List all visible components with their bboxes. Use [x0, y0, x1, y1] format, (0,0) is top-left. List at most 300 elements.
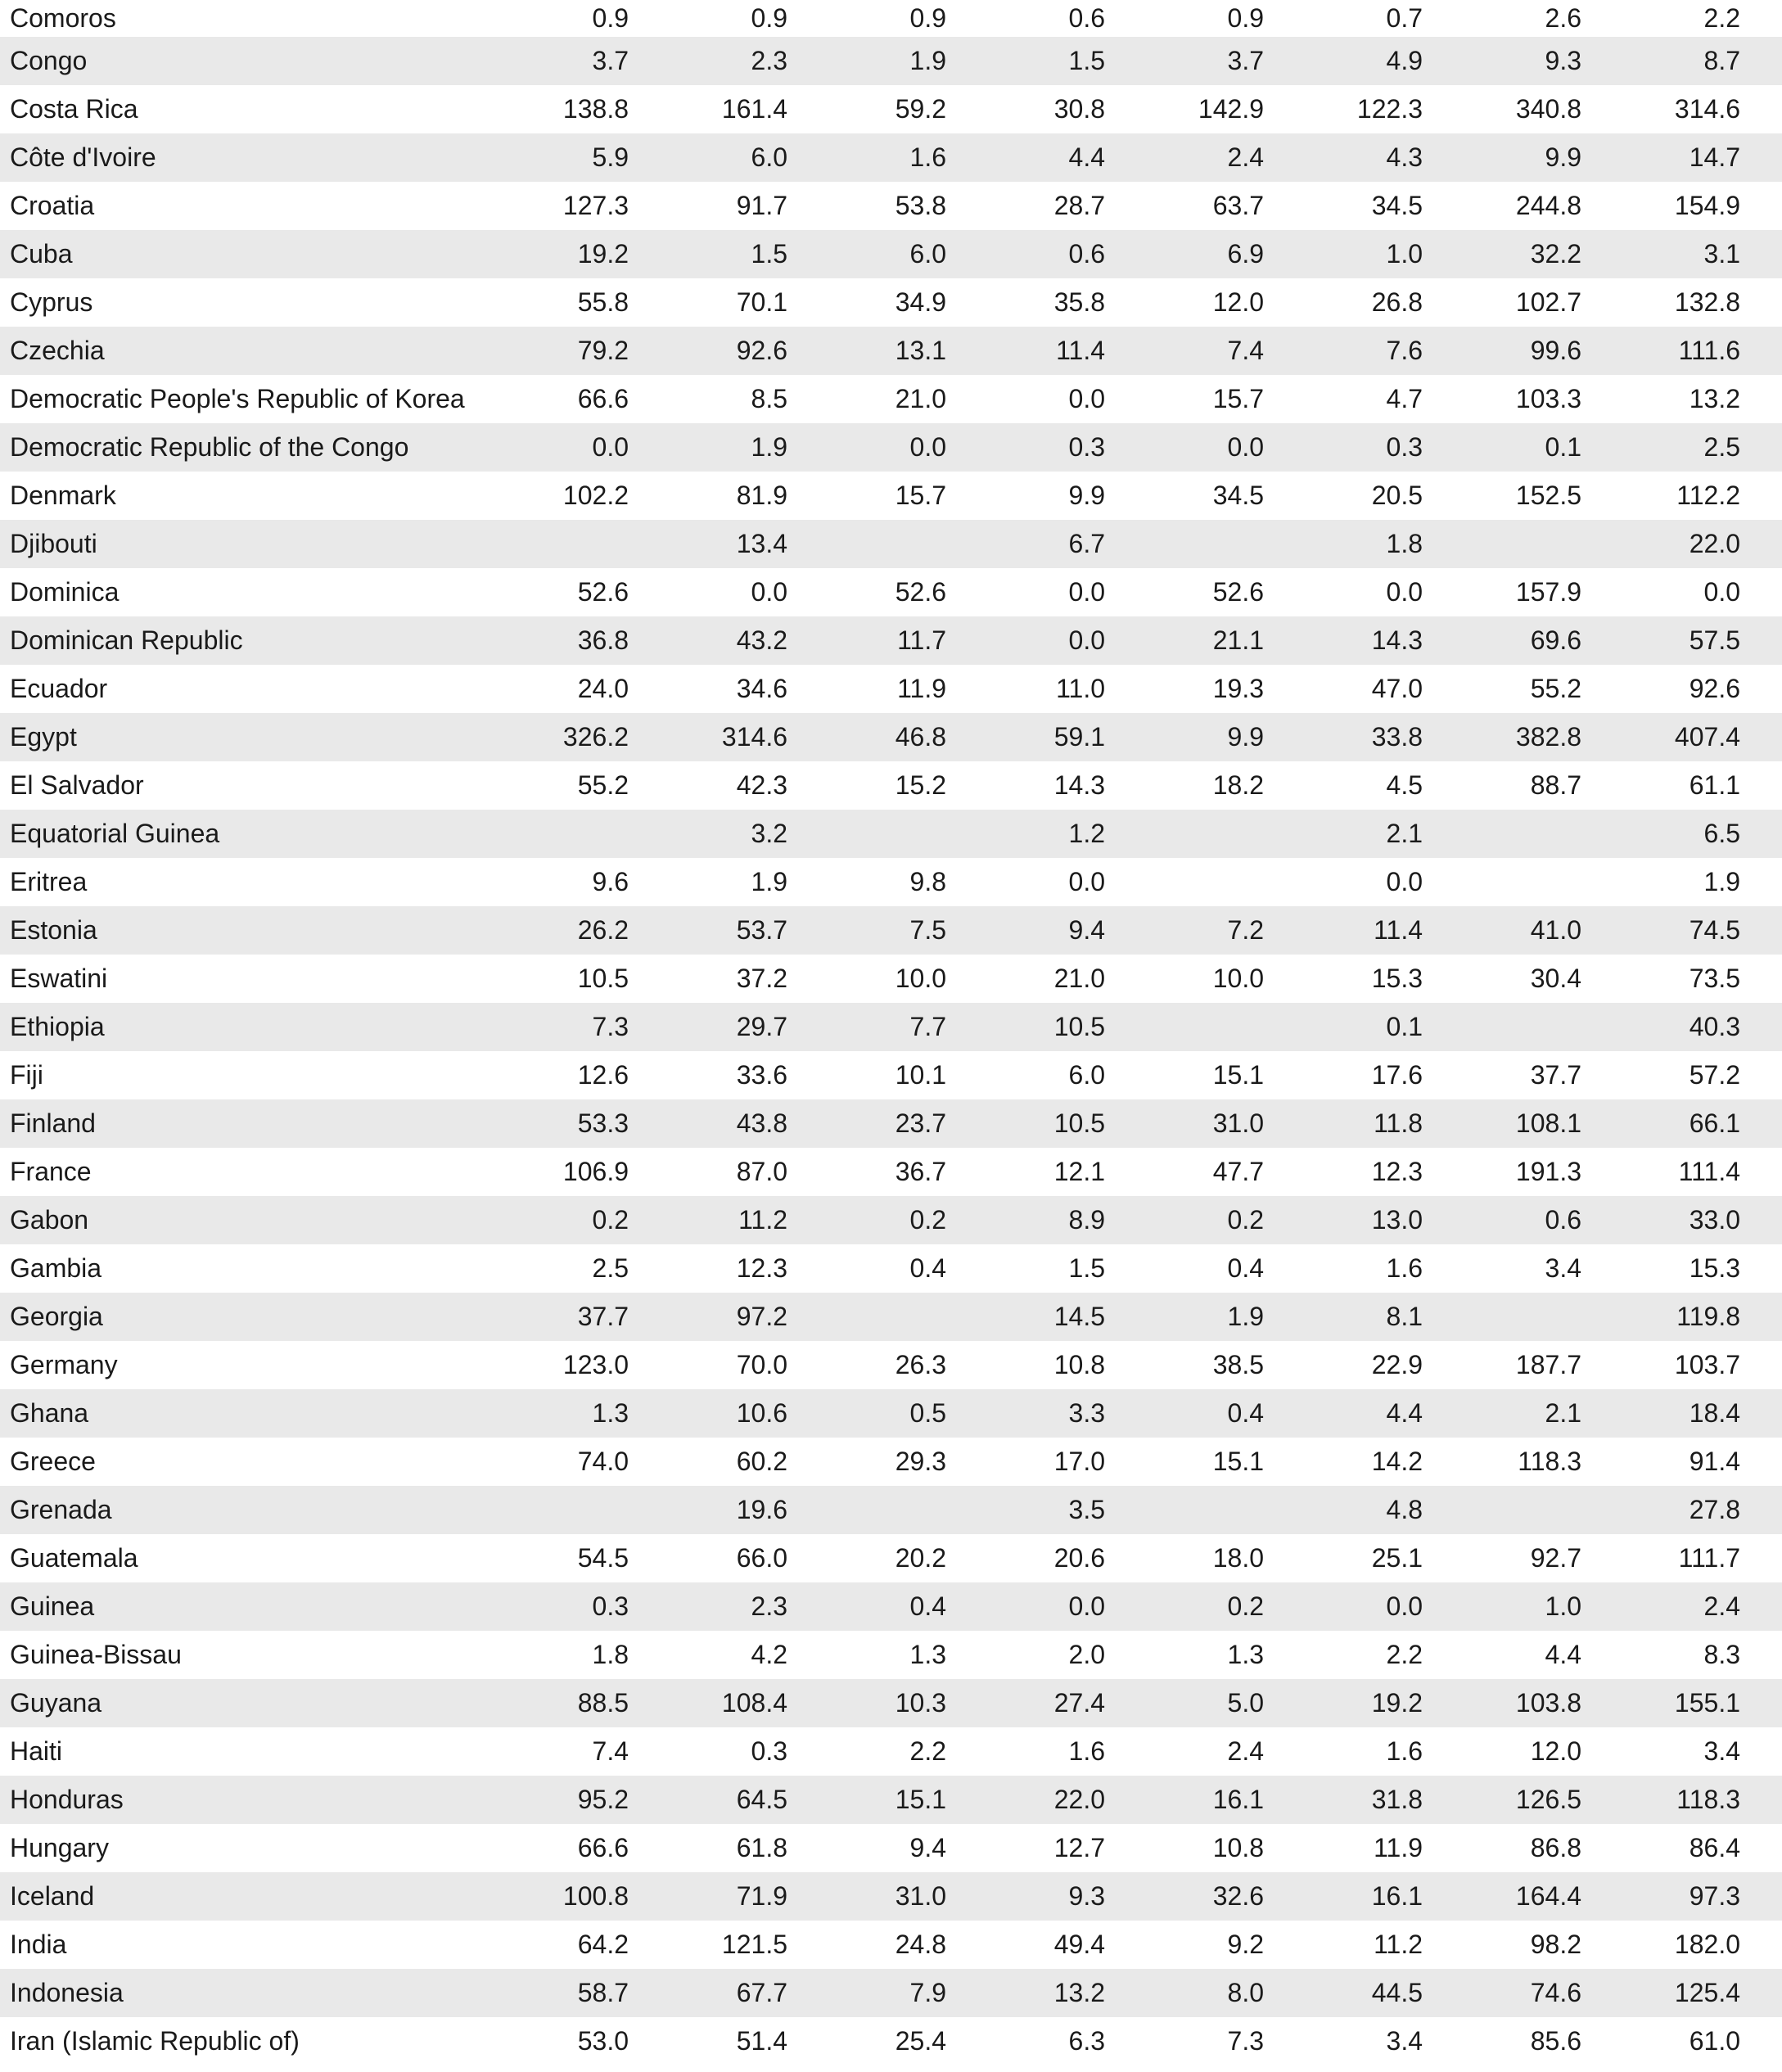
value-cell: 182.0: [1674, 1930, 1740, 1959]
value-cell: 33.6: [736, 1060, 787, 1090]
value-cell: 81.9: [736, 481, 787, 510]
table-row: [0, 713, 1782, 761]
value-cell: 36.8: [577, 625, 629, 655]
value-cell: 0.7: [1386, 3, 1423, 33]
value-cell: 102.7: [1515, 287, 1581, 317]
value-cell: 85.6: [1530, 2026, 1581, 2056]
country-name-cell: Haiti: [10, 1736, 63, 1766]
table-row: [0, 1051, 1782, 1099]
table-row: [0, 1534, 1782, 1582]
value-cell: 64.5: [736, 1785, 787, 1814]
value-cell: 13.1: [895, 336, 946, 365]
value-cell: 13.2: [1689, 384, 1740, 413]
value-cell: 2.5: [592, 1253, 629, 1283]
value-cell: 7.9: [909, 1978, 946, 2007]
value-cell: 53.3: [577, 1108, 629, 1138]
country-name-cell: Costa Rica: [10, 94, 138, 124]
value-cell: 15.3: [1689, 1253, 1740, 1283]
value-cell: 142.9: [1198, 94, 1264, 124]
value-cell: 59.1: [1053, 722, 1105, 752]
value-cell: 29.7: [736, 1012, 787, 1041]
country-name-cell: Djibouti: [10, 529, 97, 558]
value-cell: 2.4: [1703, 1591, 1740, 1621]
value-cell: 53.8: [895, 191, 946, 220]
value-cell: 9.9: [1545, 142, 1581, 172]
country-name-cell: Dominican Republic: [10, 625, 243, 655]
country-name-cell: Cyprus: [10, 287, 93, 317]
value-cell: 97.2: [736, 1302, 787, 1331]
value-cell: 88.5: [577, 1688, 629, 1718]
value-cell: 74.0: [577, 1447, 629, 1476]
value-cell: 12.0: [1212, 287, 1264, 317]
value-cell: 12.3: [736, 1253, 787, 1283]
value-cell: 20.6: [1053, 1543, 1105, 1573]
country-name-cell: Comoros: [10, 3, 116, 33]
value-cell: 8.9: [1068, 1205, 1105, 1235]
value-cell: 161.4: [721, 94, 787, 124]
value-cell: 30.4: [1530, 964, 1581, 993]
value-cell: 31.0: [895, 1881, 946, 1911]
value-cell: 20.2: [895, 1543, 946, 1573]
value-cell: 26.3: [895, 1350, 946, 1379]
value-cell: 98.2: [1530, 1930, 1581, 1959]
value-cell: 59.2: [895, 94, 946, 124]
value-cell: 0.0: [1068, 384, 1105, 413]
value-cell: 3.7: [1227, 46, 1264, 75]
value-cell: 43.8: [736, 1108, 787, 1138]
value-cell: 108.1: [1515, 1108, 1581, 1138]
value-cell: 0.9: [1227, 3, 1264, 33]
value-cell: 6.7: [1068, 529, 1105, 558]
value-cell: 34.5: [1371, 191, 1423, 220]
value-cell: 14.5: [1053, 1302, 1105, 1331]
value-cell: 15.1: [1212, 1060, 1264, 1090]
value-cell: 26.8: [1371, 287, 1423, 317]
value-cell: 16.1: [1371, 1881, 1423, 1911]
value-cell: 2.2: [1703, 3, 1740, 33]
value-cell: 22.0: [1053, 1785, 1105, 1814]
value-cell: 0.9: [751, 3, 787, 33]
value-cell: 7.2: [1227, 915, 1264, 945]
country-name-cell: Equatorial Guinea: [10, 819, 220, 848]
value-cell: 99.6: [1530, 336, 1581, 365]
value-cell: 6.5: [1703, 819, 1740, 848]
value-cell: 5.0: [1227, 1688, 1264, 1718]
value-cell: 15.3: [1371, 964, 1423, 993]
table-row: [0, 1824, 1782, 1872]
value-cell: 3.7: [592, 46, 629, 75]
value-cell: 11.7: [897, 625, 946, 655]
table-row: [0, 810, 1782, 858]
table-row: [0, 1679, 1782, 1727]
value-cell: 19.2: [577, 239, 629, 269]
value-cell: 9.4: [909, 1833, 946, 1862]
value-cell: 27.8: [1689, 1495, 1740, 1524]
value-cell: 55.2: [1530, 674, 1581, 703]
value-cell: 86.8: [1530, 1833, 1581, 1862]
value-cell: 92.6: [1689, 674, 1740, 703]
table-row: [0, 1341, 1782, 1389]
value-cell: 70.0: [736, 1350, 787, 1379]
value-cell: 1.3: [909, 1640, 946, 1669]
value-cell: 0.3: [1068, 432, 1105, 462]
value-cell: 1.6: [1386, 1253, 1423, 1283]
value-cell: 0.1: [1545, 432, 1581, 462]
value-cell: 2.1: [1545, 1398, 1581, 1428]
value-cell: 51.4: [736, 2026, 787, 2056]
table-row: [0, 1969, 1782, 2017]
value-cell: 4.2: [751, 1640, 787, 1669]
value-cell: 2.6: [1545, 3, 1581, 33]
value-cell: 15.1: [1212, 1447, 1264, 1476]
value-cell: 0.0: [1068, 867, 1105, 896]
value-cell: 12.1: [1053, 1157, 1105, 1186]
value-cell: 42.3: [736, 770, 787, 800]
country-name-cell: Czechia: [10, 336, 105, 365]
table-row: [0, 230, 1782, 278]
table-row: [0, 1582, 1782, 1631]
value-cell: 155.1: [1674, 1688, 1740, 1718]
value-cell: 3.1: [1703, 239, 1740, 269]
country-name-cell: Eswatini: [10, 964, 108, 993]
value-cell: 10.8: [1053, 1350, 1105, 1379]
value-cell: 91.7: [736, 191, 787, 220]
value-cell: 31.8: [1371, 1785, 1423, 1814]
value-cell: 34.5: [1212, 481, 1264, 510]
value-cell: 0.6: [1068, 3, 1105, 33]
value-cell: 10.6: [736, 1398, 787, 1428]
value-cell: 16.1: [1212, 1785, 1264, 1814]
country-name-cell: India: [10, 1930, 67, 1959]
value-cell: 11.0: [1056, 674, 1105, 703]
value-cell: 138.8: [562, 94, 629, 124]
value-cell: 22.0: [1689, 529, 1740, 558]
value-cell: 15.1: [895, 1785, 946, 1814]
value-cell: 0.0: [1386, 577, 1423, 607]
value-cell: 41.0: [1530, 915, 1581, 945]
value-cell: 37.7: [577, 1302, 629, 1331]
value-cell: 11.4: [1056, 336, 1105, 365]
value-cell: 61.1: [1689, 770, 1740, 800]
value-cell: 100.8: [562, 1881, 629, 1911]
value-cell: 11.9: [1374, 1833, 1423, 1862]
country-name-cell: Democratic Republic of the Congo: [10, 432, 409, 462]
value-cell: 4.4: [1068, 142, 1105, 172]
value-cell: 8.5: [751, 384, 787, 413]
value-cell: 26.2: [577, 915, 629, 945]
value-cell: 2.1: [1386, 819, 1423, 848]
table-row: [0, 472, 1782, 520]
value-cell: 71.9: [736, 1881, 787, 1911]
value-cell: 6.0: [909, 239, 946, 269]
table-row: [0, 520, 1782, 568]
value-cell: 33.0: [1689, 1205, 1740, 1235]
value-cell: 28.7: [1053, 191, 1105, 220]
value-cell: 314.6: [721, 722, 787, 752]
value-cell: 61.8: [736, 1833, 787, 1862]
table-row: [0, 182, 1782, 230]
value-cell: 14.2: [1371, 1447, 1423, 1476]
value-cell: 21.0: [1053, 964, 1105, 993]
value-cell: 191.3: [1515, 1157, 1581, 1186]
value-cell: 123.0: [562, 1350, 629, 1379]
country-name-cell: Estonia: [10, 915, 97, 945]
value-cell: 1.6: [909, 142, 946, 172]
value-cell: 15.7: [1212, 384, 1264, 413]
value-cell: 91.4: [1689, 1447, 1740, 1476]
value-cell: 52.6: [895, 577, 946, 607]
value-cell: 21.0: [895, 384, 946, 413]
value-cell: 21.1: [1212, 625, 1264, 655]
value-cell: 47.0: [1371, 674, 1423, 703]
value-cell: 1.0: [1386, 239, 1423, 269]
value-cell: 9.9: [1227, 722, 1264, 752]
value-cell: 11.4: [1374, 915, 1423, 945]
country-name-cell: Ethiopia: [10, 1012, 105, 1041]
value-cell: 61.0: [1689, 2026, 1740, 2056]
table-row: [0, 1776, 1782, 1824]
country-name-cell: Guatemala: [10, 1543, 138, 1573]
value-cell: 154.9: [1674, 191, 1740, 220]
table-row: [0, 1486, 1782, 1534]
value-cell: 3.2: [751, 819, 787, 848]
value-cell: 118.3: [1518, 1447, 1581, 1476]
value-cell: 103.3: [1515, 384, 1581, 413]
value-cell: 112.2: [1676, 481, 1740, 510]
value-cell: 37.2: [736, 964, 787, 993]
value-cell: 1.6: [1068, 1736, 1105, 1766]
value-cell: 86.4: [1689, 1833, 1740, 1862]
value-cell: 40.3: [1689, 1012, 1740, 1041]
table-row: [0, 1631, 1782, 1679]
value-cell: 103.7: [1674, 1350, 1740, 1379]
value-cell: 49.4: [1053, 1930, 1105, 1959]
value-cell: 2.2: [909, 1736, 946, 1766]
value-cell: 2.3: [751, 46, 787, 75]
value-cell: 111.6: [1678, 336, 1740, 365]
value-cell: 52.6: [1212, 577, 1264, 607]
value-cell: 3.4: [1545, 1253, 1581, 1283]
value-cell: 127.3: [562, 191, 629, 220]
value-cell: 125.4: [1674, 1978, 1740, 2007]
value-cell: 13.2: [1053, 1978, 1105, 2007]
value-cell: 2.0: [1068, 1640, 1105, 1669]
value-cell: 1.5: [751, 239, 787, 269]
value-cell: 108.4: [721, 1688, 787, 1718]
value-cell: 244.8: [1515, 191, 1581, 220]
value-cell: 0.2: [909, 1205, 946, 1235]
value-cell: 119.8: [1676, 1302, 1740, 1331]
value-cell: 7.6: [1386, 336, 1423, 365]
value-cell: 7.7: [909, 1012, 946, 1041]
value-cell: 0.4: [909, 1253, 946, 1283]
value-cell: 5.9: [592, 142, 629, 172]
value-cell: 121.5: [721, 1930, 787, 1959]
value-cell: 38.5: [1212, 1350, 1264, 1379]
value-cell: 79.2: [577, 336, 629, 365]
value-cell: 10.0: [1212, 964, 1264, 993]
value-cell: 382.8: [1515, 722, 1581, 752]
value-cell: 55.8: [577, 287, 629, 317]
value-cell: 34.6: [736, 674, 787, 703]
value-cell: 2.5: [1703, 432, 1740, 462]
country-name-cell: Democratic People's Republic of Korea: [10, 384, 465, 413]
value-cell: 19.2: [1371, 1688, 1423, 1718]
value-cell: 126.5: [1515, 1785, 1581, 1814]
value-cell: 111.4: [1678, 1157, 1740, 1186]
table-row: [0, 761, 1782, 810]
value-cell: 1.8: [592, 1640, 629, 1669]
value-cell: 152.5: [1515, 481, 1581, 510]
table-row: [0, 1921, 1782, 1969]
value-cell: 122.3: [1356, 94, 1423, 124]
value-cell: 9.9: [1068, 481, 1105, 510]
value-cell: 14.3: [1371, 625, 1423, 655]
value-cell: 1.0: [1545, 1591, 1581, 1621]
country-name-cell: Cuba: [10, 239, 73, 269]
value-cell: 6.3: [1068, 2026, 1105, 2056]
value-cell: 92.6: [736, 336, 787, 365]
value-cell: 10.5: [577, 964, 629, 993]
value-cell: 24.0: [577, 674, 629, 703]
value-cell: 32.6: [1212, 1881, 1264, 1911]
value-cell: 1.6: [1386, 1736, 1423, 1766]
value-cell: 33.8: [1371, 722, 1423, 752]
value-cell: 53.0: [577, 2026, 629, 2056]
value-cell: 52.6: [577, 577, 629, 607]
table-row: [0, 1389, 1782, 1438]
value-cell: 4.8: [1386, 1495, 1423, 1524]
country-name-cell: Dominica: [10, 577, 120, 607]
country-name-cell: Indonesia: [10, 1978, 124, 2007]
value-cell: 0.2: [592, 1205, 629, 1235]
value-cell: 20.5: [1371, 481, 1423, 510]
value-cell: 0.9: [909, 3, 946, 33]
value-cell: 9.2: [1227, 1930, 1264, 1959]
value-cell: 2.4: [1227, 142, 1264, 172]
value-cell: 157.9: [1515, 577, 1581, 607]
country-name-cell: El Salvador: [10, 770, 144, 800]
table-row: [0, 278, 1782, 327]
country-name-cell: Honduras: [10, 1785, 124, 1814]
value-cell: 44.5: [1371, 1978, 1423, 2007]
table-row: [0, 1872, 1782, 1921]
value-cell: 8.0: [1227, 1978, 1264, 2007]
country-name-cell: Guyana: [10, 1688, 102, 1718]
value-cell: 66.6: [577, 384, 629, 413]
value-cell: 4.4: [1545, 1640, 1581, 1669]
country-name-cell: Denmark: [10, 481, 116, 510]
value-cell: 87.0: [736, 1157, 787, 1186]
value-cell: 0.2: [1227, 1591, 1264, 1621]
value-cell: 46.8: [895, 722, 946, 752]
value-cell: 34.9: [895, 287, 946, 317]
table-row: [0, 1244, 1782, 1293]
value-cell: 0.3: [751, 1736, 787, 1766]
value-cell: 4.5: [1386, 770, 1423, 800]
value-cell: 118.3: [1676, 1785, 1740, 1814]
value-cell: 57.5: [1689, 625, 1740, 655]
value-cell: 25.4: [895, 2026, 946, 2056]
value-cell: 407.4: [1674, 722, 1740, 752]
value-cell: 0.4: [1227, 1253, 1264, 1283]
value-cell: 9.6: [592, 867, 629, 896]
country-name-cell: Croatia: [10, 191, 95, 220]
value-cell: 0.6: [1068, 239, 1105, 269]
table-row: [0, 906, 1782, 955]
table-row: [0, 37, 1782, 85]
value-cell: 0.4: [909, 1591, 946, 1621]
value-cell: 18.0: [1212, 1543, 1264, 1573]
table-row: [0, 1438, 1782, 1486]
value-cell: 13.0: [1371, 1205, 1423, 1235]
value-cell: 43.2: [736, 625, 787, 655]
value-cell: 2.3: [751, 1591, 787, 1621]
value-cell: 1.2: [1068, 819, 1105, 848]
value-cell: 0.0: [1068, 1591, 1105, 1621]
table-row: [0, 85, 1782, 133]
value-cell: 1.3: [1227, 1640, 1264, 1669]
value-cell: 111.7: [1678, 1543, 1740, 1573]
value-cell: 0.0: [592, 432, 629, 462]
value-cell: 10.5: [1053, 1108, 1105, 1138]
table-row: [0, 1003, 1782, 1051]
country-name-cell: Ghana: [10, 1398, 89, 1428]
value-cell: 18.4: [1689, 1398, 1740, 1428]
value-cell: 27.4: [1053, 1688, 1105, 1718]
value-cell: 1.9: [909, 46, 946, 75]
value-cell: 340.8: [1515, 94, 1581, 124]
value-cell: 3.4: [1386, 2026, 1423, 2056]
value-cell: 10.8: [1212, 1833, 1264, 1862]
value-cell: 1.9: [1227, 1302, 1264, 1331]
table-row: [0, 133, 1782, 182]
value-cell: 24.8: [895, 1930, 946, 1959]
value-cell: 0.1: [1386, 1012, 1423, 1041]
value-cell: 70.1: [736, 287, 787, 317]
country-name-cell: Eritrea: [10, 867, 88, 896]
country-name-cell: Guinea-Bissau: [10, 1640, 182, 1669]
value-cell: 37.7: [1530, 1060, 1581, 1090]
table-row: [0, 327, 1782, 375]
value-cell: 47.7: [1212, 1157, 1264, 1186]
value-cell: 92.7: [1530, 1543, 1581, 1573]
value-cell: 19.3: [1212, 674, 1264, 703]
value-cell: 69.6: [1530, 625, 1581, 655]
table-row: [0, 1293, 1782, 1341]
value-cell: 32.2: [1530, 239, 1581, 269]
value-cell: 187.7: [1515, 1350, 1581, 1379]
table-row: [0, 858, 1782, 906]
value-cell: 9.3: [1068, 1881, 1105, 1911]
value-cell: 12.3: [1371, 1157, 1423, 1186]
value-cell: 17.6: [1371, 1060, 1423, 1090]
country-name-cell: Finland: [10, 1108, 96, 1138]
table-row: [0, 423, 1782, 472]
table-row: [0, 568, 1782, 616]
value-cell: 10.3: [895, 1688, 946, 1718]
value-cell: 6.9: [1227, 239, 1264, 269]
value-cell: 13.4: [736, 529, 787, 558]
value-cell: 7.3: [592, 1012, 629, 1041]
country-name-cell: Iceland: [10, 1881, 95, 1911]
value-cell: 0.4: [1227, 1398, 1264, 1428]
value-cell: 67.7: [736, 1978, 787, 2007]
value-cell: 66.1: [1689, 1108, 1740, 1138]
value-cell: 60.2: [736, 1447, 787, 1476]
value-cell: 14.7: [1689, 142, 1740, 172]
value-cell: 4.7: [1386, 384, 1423, 413]
